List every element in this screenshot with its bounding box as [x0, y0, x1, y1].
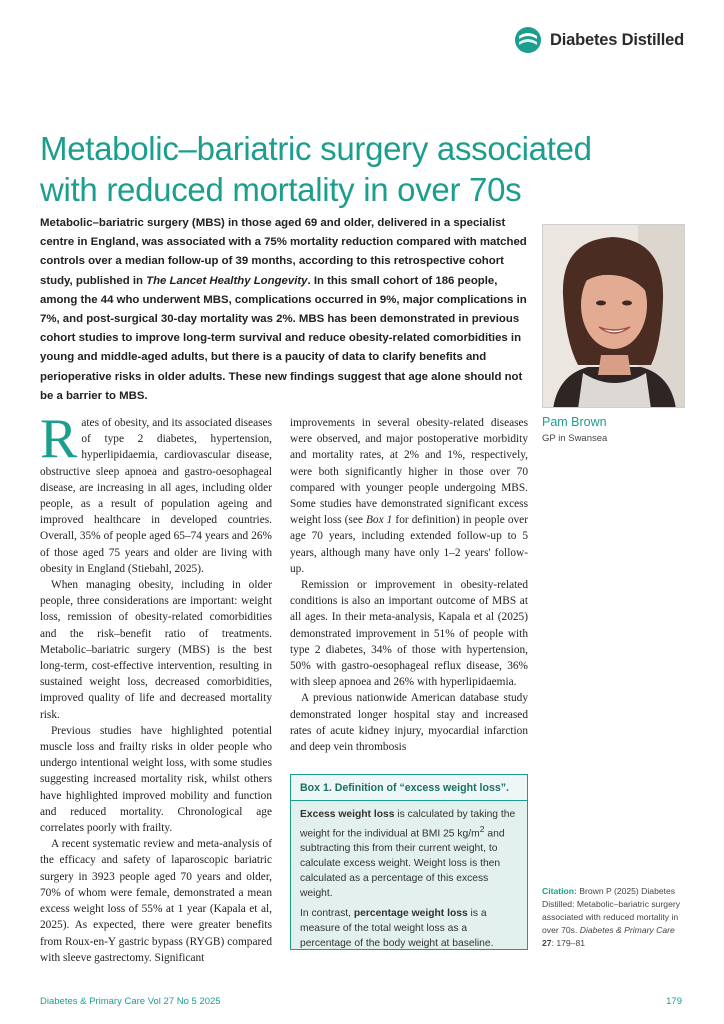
box-title: Box 1. Definition of “excess weight loss”.: [291, 775, 527, 801]
body-paragraph: [290, 415, 528, 577]
box-paragraph: [300, 807, 518, 901]
box-superscript: 2: [479, 824, 485, 834]
body-column-1: [40, 408, 272, 966]
body-paragraph: Remission or improvement in obesity-related conditions is also an important outcome of MBS at all ages. In their meta-analysis, Kapala et al (2025) demonstrated improvement in 51% of people with type 2 diabetes, 34% of those with hypertension, 50% with gastro-oesophageal reflux disease, 36% with sleep apnoea and 26% with hyperlipidaemia.: [290, 579, 528, 689]
definition-box: [290, 774, 528, 950]
body-paragraph: Previous studies have highlighted potential muscle loss and frailty risks in older people who undergo intentional weight loss, with some studies suggesting increased mortality risk, whilst others have highlighted improved mobility and function and reduced mortality. Chronological age correlates poorly with frailty.: [40, 724, 272, 835]
box-text: and subtracting this from their current weight, to calculate excess weight. Weight loss is then calculated as a percentage of this excess weight.: [300, 828, 505, 900]
author-name: Pam Brown: [542, 415, 607, 429]
box-body: [291, 801, 527, 951]
paragraph-text: ates of obesity, and its associated diseases of type 2 diabetes, hypertension, hyperlipidaemia, cardiovascular disease, obstructive sleep apnoea and gastro-oesophageal disease, are increasing in all ages, including older people, as a result of population ageing and improved healthcare in developed countries. Overall, 35% of people aged 65–74 years and 26% of those aged 75 years and older are living with obesity in England (Stiebahl, 2025).: [40, 417, 272, 575]
citation-volume: 27: [542, 938, 552, 948]
box-term: Excess weight loss: [300, 809, 395, 820]
brand: [514, 26, 684, 54]
brand-name: Diabetes Distilled: [550, 30, 684, 49]
paragraph-text: improvements in several obesity-related diseases were observed, and major postoperative morbidity and mortality rates, at 2% and 1%, respectively, were both significantly higher in those over 70 compared with younger people undergoing MBS. Some studies have demonstrated significant excess weight loss (see: [290, 417, 528, 527]
citation-text: Brown P (2025) Diabetes Distilled: Metabolic–bariatric surgery associated with reduced mortality in over 70s.: [542, 886, 681, 935]
box-reference: Box 1: [365, 514, 393, 527]
box-term: percentage weight loss: [353, 908, 468, 920]
page-number: 179: [666, 996, 682, 1007]
standfirst-text-1: Metabolic–bariatric surgery (MBS) in those aged 69 and older, delivered in a specialist centre in England, was associated with a 75% mortality reduction compared with matched controls over a median follow-up of 39 months, according to this retrospective cohort study, published in: [40, 217, 527, 287]
box-text: In contrast,: [300, 908, 354, 920]
box-text: is a measure of the total weight loss as a percentage of the body weight at baseline.: [300, 908, 494, 950]
article-title: [40, 128, 640, 210]
title-line-2: with reduced mortality in over 70s: [40, 171, 522, 208]
body-paragraph: When managing obesity, including in older people, three considerations are important: weight loss, remission of obesity-related comorbidities and the risk–benefit ratio of treatments. Metabolic–bariatric surgery (MBS) is the best long-term, cost-effective intervention, resulting in sustained weight loss, decreased comorbidities, improved quality of life and decreased mortality risk.: [40, 579, 272, 721]
body-paragraph: A previous nationwide American database study demonstrated longer hospital stay and increased rates of acute kidney injury, myocardial infarction and deep vein thrombosis: [290, 692, 528, 754]
title-line-1: Metabolic–bariatric surgery associated: [40, 130, 592, 167]
citation-pages: : 179–81: [551, 938, 586, 948]
author-role: GP in Swansea: [542, 433, 608, 444]
body-column-2: [290, 415, 528, 755]
citation: [542, 885, 692, 950]
box-text: is calculated by taking the weight for the individual at BMI 25 kg/m: [300, 809, 516, 840]
box-paragraph: [300, 906, 518, 951]
standfirst: [40, 214, 528, 406]
author-portrait-image: [543, 225, 685, 408]
footer-journal: Diabetes & Primary Care Vol 27 No 5 2025: [40, 996, 221, 1007]
citation-label: Citation:: [542, 886, 577, 896]
body-paragraph: A recent systematic review and meta-analysis of the efficacy and safety of laparoscopic bariatric surgery in 3923 people aged 70 years and older, 70% of whom were female, demonstrated a mean excess weight loss of 55% at 1 year (Kapala et al, 2025). As expected, there were greater benefits from Roux-en-Y gastric bypass (RYGB) compared with sleeve gastrectomy. Significant: [40, 838, 272, 964]
citation-journal: Diabetes & Primary Care: [579, 925, 675, 935]
paragraph-text: for definition) in people over age 70 years, including extended follow-up to 5 years, although many have only 1–2 years' follow-up.: [290, 514, 528, 575]
drop-cap: R: [40, 408, 78, 470]
brand-logo-icon: [514, 26, 542, 54]
standfirst-text-2: . In this small cohort of 186 people, among the 44 who underwent MBS, complications occurred in 9%, major complications in 7%, and post-surgical 30-day mortality was 2%. MBS has been demonstrated in previous cohort studies to improve long-term survival and reduce obesity-related comorbidities in young and middle-aged adults, but there is a paucity of data to clarify benefits and perioperative risks in older adults. These new findings suggest that age alone should not be a barrier to MBS.: [40, 274, 527, 402]
author-photo: [542, 224, 685, 408]
standfirst-journal: The Lancet Healthy Longevity: [146, 274, 308, 287]
body-paragraph: [40, 408, 272, 577]
